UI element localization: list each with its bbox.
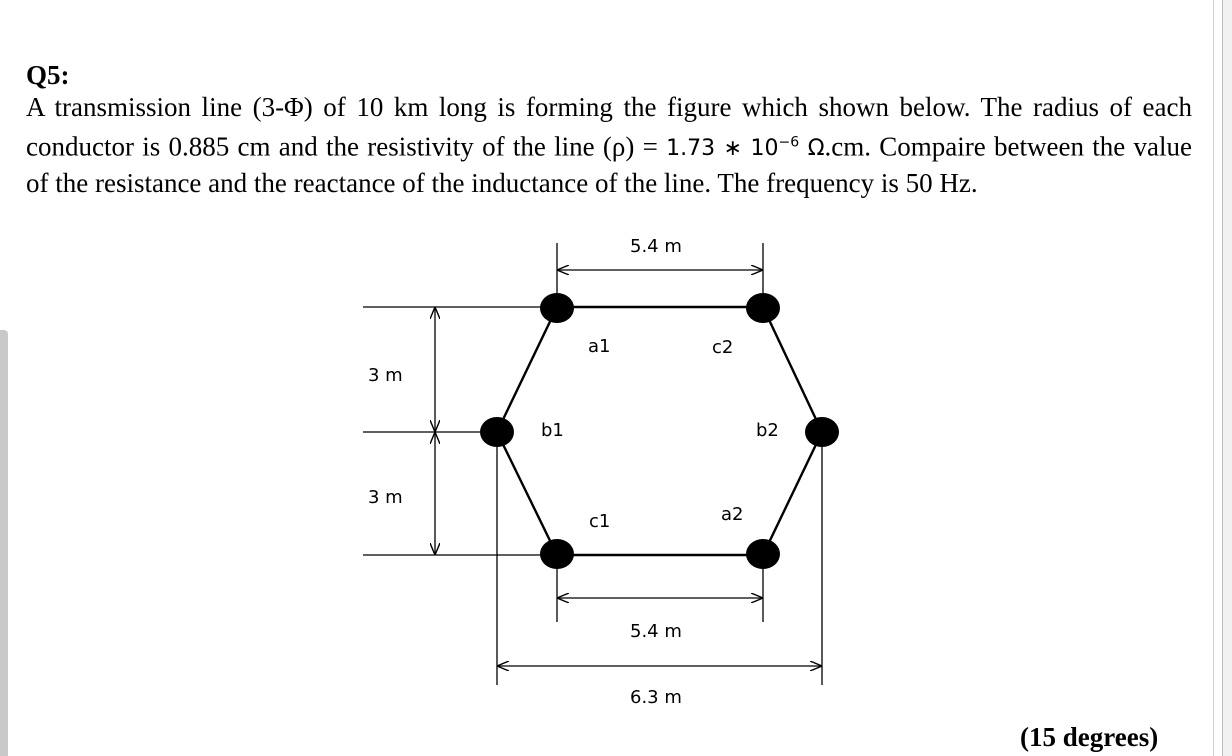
question-text-part-1: A transmission line (3-Φ) of 10 km long is forming the figure which shown below. The radius of each conductor is 0.885 cm and the resistivity of the line (ρ) = xyxy=(26,92,1192,161)
marks-label: (15 degrees) xyxy=(1020,722,1159,752)
conductor-label-a2: a2 xyxy=(721,504,744,525)
dim-label-bottom-inner: 5.4 m xyxy=(630,621,682,642)
conductor-bottom-right xyxy=(746,539,780,569)
conductors xyxy=(480,293,839,569)
conductor-top-left xyxy=(540,293,574,323)
resistivity-exponent: −6 xyxy=(778,134,800,151)
dim-label-top: 5.4 m xyxy=(630,236,682,257)
conductor-top-right xyxy=(746,293,780,323)
resistivity-coefficient: 1.73 ∗ 10 xyxy=(666,135,779,161)
question-label: Q5: xyxy=(26,60,70,90)
dim-label-left-lower: 3 m xyxy=(368,487,403,508)
conductor-bottom-left xyxy=(540,539,574,569)
conductor-label-b1: b1 xyxy=(541,420,564,441)
conductor-label-b2: b2 xyxy=(756,420,779,441)
dim-label-left-upper: 3 m xyxy=(368,365,403,386)
dim-label-bottom-outer: 6.3 m xyxy=(630,687,682,708)
conductor-mid-left xyxy=(480,417,514,447)
resistivity-unit: Ω xyxy=(799,135,825,161)
dimension-arrows xyxy=(435,270,822,666)
question-text-part-2: .cm. Compaire between the value of the resistance and the reactance of the inductance of the line. The frequency is 50 Hz. xyxy=(26,130,1192,199)
conductor-label-a1: a1 xyxy=(588,336,611,357)
conductor-mid-right xyxy=(805,417,839,447)
conductor-label-c2: c2 xyxy=(712,337,734,358)
conductor-label-c1: c1 xyxy=(589,511,611,532)
